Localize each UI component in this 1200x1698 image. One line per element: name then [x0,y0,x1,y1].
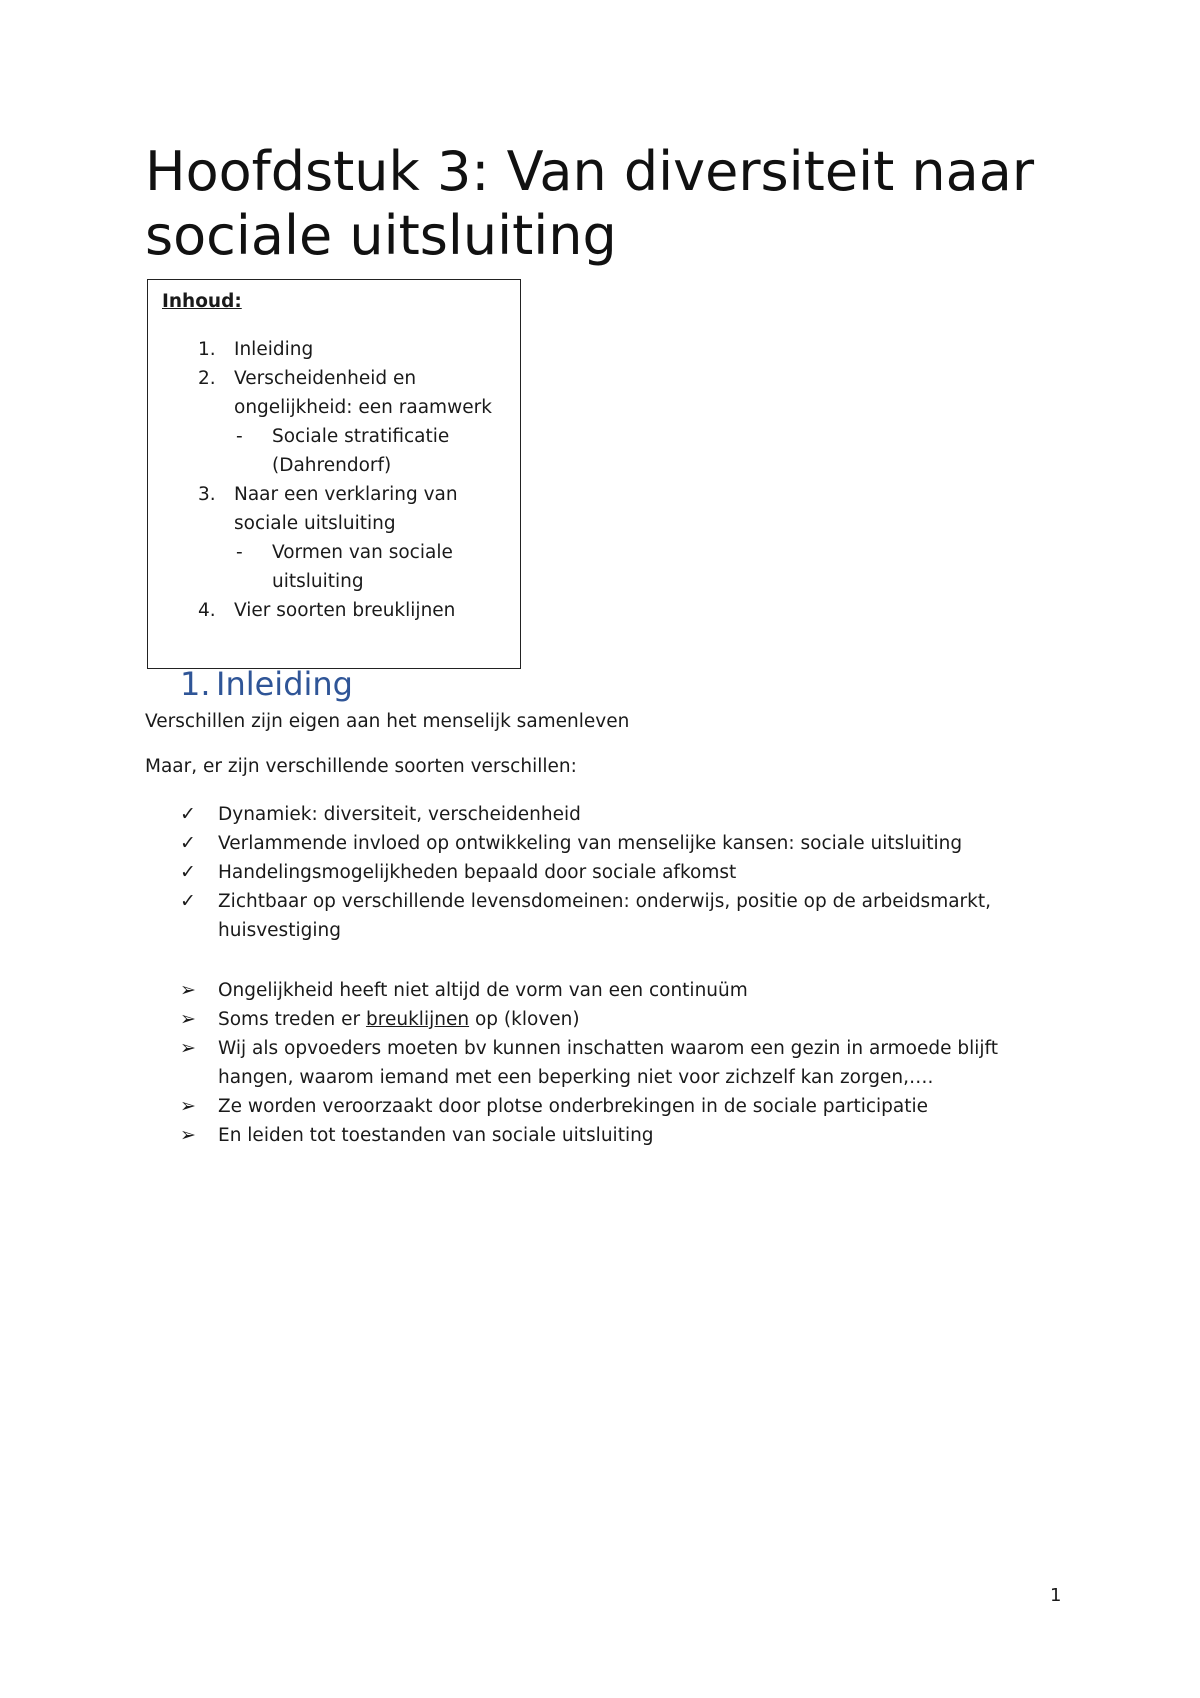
toc-item-label: Inleiding [234,339,314,360]
text-run: op (kloven) [469,1009,580,1030]
list-item [180,1034,1070,1092]
toc-subitem-label: Vormen van sociale uitsluiting [272,542,453,592]
arrow-bullet-icon: ➢ [180,979,196,1001]
list-item-text [218,1092,1070,1121]
toc-item-number: 1. [198,339,216,360]
paragraph: Maar, er zijn verschillende soorten verschillen: [145,756,577,777]
text-run: Wij als opvoeders moeten bv kunnen inschatten waarom een gezin in armoede blijft hangen, waarom iemand met een beperking niet voor zichzelf kan zorgen,…. [218,1038,998,1088]
list-item [180,829,1070,858]
list-item [180,976,1070,1005]
toc-subitem [148,538,520,596]
toc-subitem [148,422,520,480]
text-run: Ze worden veroorzaakt door plotse onderbrekingen in de sociale participatie [218,1096,929,1117]
arrow-bullet-icon: ➢ [180,1095,196,1117]
arrow-bullet-icon: ➢ [180,1008,196,1030]
arrow-bullet-icon: ➢ [180,1124,196,1146]
list-item-text: Dynamiek: diversiteit, verscheidenheid [218,804,581,825]
arrow-bullet-icon: ➢ [180,1037,196,1059]
text-run: En leiden tot toestanden van sociale uitsluiting [218,1125,654,1146]
section-heading [180,662,353,706]
list-item-text: Handelingsmogelijkheden bepaald door sociale afkomst [218,862,737,883]
toc-item [148,364,520,480]
checkmark-icon: ✓ [180,832,196,854]
list-item [180,887,1070,945]
page-title: Hoofdstuk 3: Van diversiteit naar sociale uitsluiting [145,140,1035,267]
text-run: Soms treden er [218,1009,367,1030]
list-item-text [218,1121,1070,1150]
checkmark-list [180,800,1070,945]
table-of-contents-box [147,279,521,669]
toc-list [148,335,520,625]
toc-item [148,480,520,596]
section-number: 1. [180,665,211,703]
page-number: 1 [1050,1585,1062,1606]
text-run: Ongelijkheid heeft niet altijd de vorm van een continuüm [218,980,748,1001]
toc-item [148,596,520,625]
toc-item-label: Verscheidenheid en ongelijkheid: een raamwerk [234,368,492,418]
list-item-text [218,976,1070,1005]
toc-item [148,335,520,364]
list-item-text [218,1005,1070,1034]
section-title: Inleiding [216,665,353,703]
toc-item-label: Vier soorten breuklijnen [234,600,456,621]
dash-marker: - [236,426,243,447]
list-item [180,858,1070,887]
toc-item-number: 2. [198,368,216,389]
list-item [180,1092,1070,1121]
list-item [180,1005,1070,1034]
list-item [180,1121,1070,1150]
paragraph: Verschillen zijn eigen aan het menselijk samenleven [145,711,630,732]
toc-heading: Inhoud: [162,291,242,312]
toc-item-number: 4. [198,600,216,621]
toc-item-label: Naar een verklaring van sociale uitsluiting [234,484,458,534]
checkmark-icon: ✓ [180,861,196,883]
checkmark-icon: ✓ [180,890,196,912]
list-item-text [218,1034,1070,1092]
list-item [180,800,1070,829]
checkmark-icon: ✓ [180,803,196,825]
list-item-text: Zichtbaar op verschillende levensdomeinen: onderwijs, positie op de arbeidsmarkt, huisvestiging [218,891,992,941]
dash-marker: - [236,542,243,563]
underlined-term: breuklijnen [366,1009,470,1030]
toc-subitem-label: Sociale stratificatie (Dahrendorf) [272,426,450,476]
list-item-text: Verlammende invloed op ontwikkeling van menselijke kansen: sociale uitsluiting [218,833,963,854]
arrow-list [180,976,1070,1150]
toc-item-number: 3. [198,484,216,505]
